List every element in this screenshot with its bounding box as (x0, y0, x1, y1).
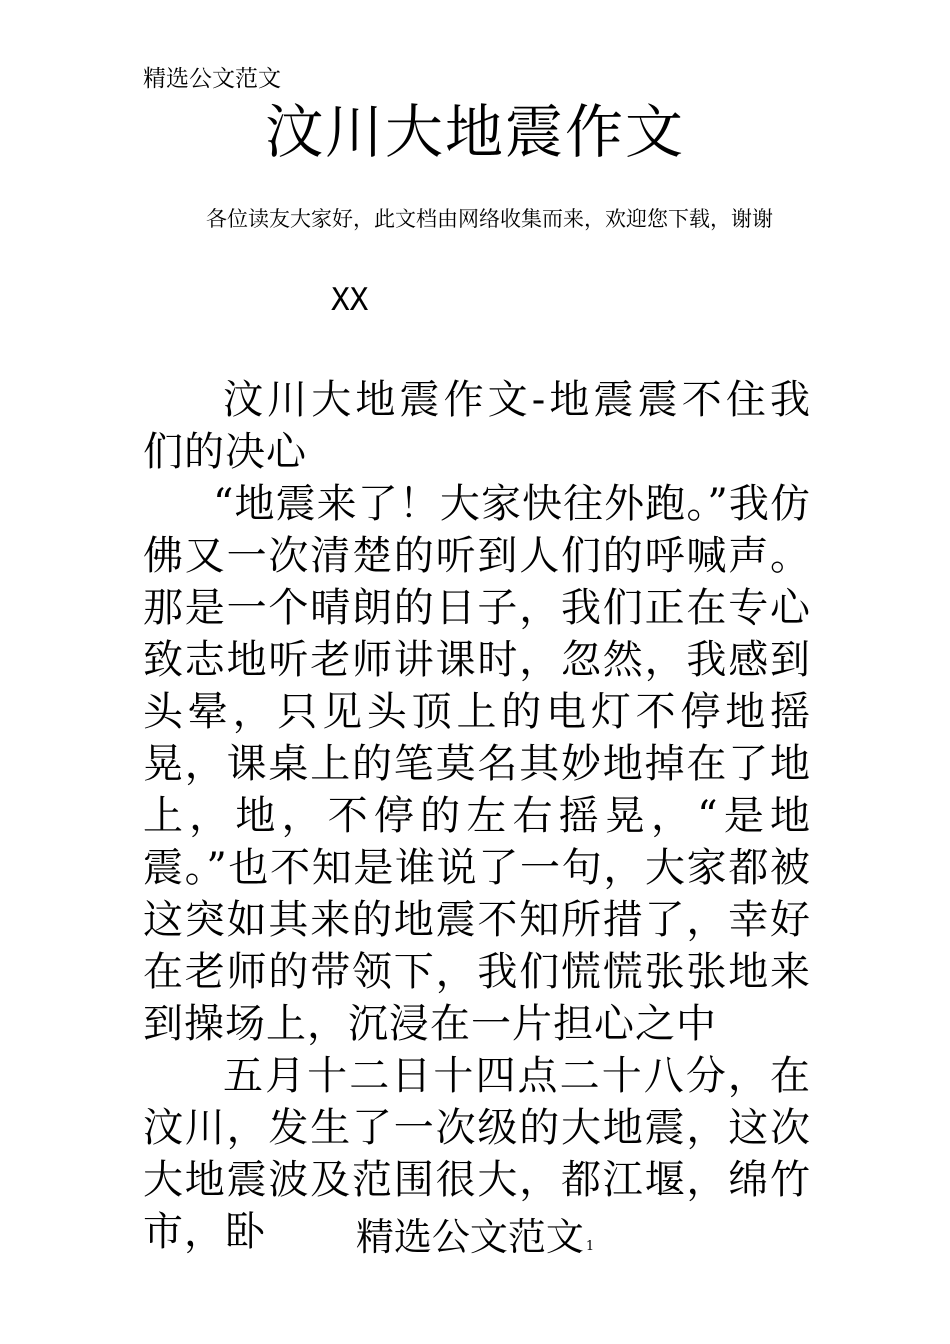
page-number: 1 (585, 1239, 595, 1254)
greeting-line: 各位读友大家好，此文档由网络收集而来，欢迎您下载，谢谢 (206, 207, 773, 231)
page-footer (0, 1212, 950, 1262)
essay-paragraph: “地震来了！大家快往外跑。”我仿佛又一次清楚的听到人们的呼喊声。那是一个晴朗的日子，我们正在专心致志地听老师讲课时，忽然，我感到头晕，只见头顶上的电灯不停地摇晃，课桌上的笔莫名其妙地掉在了地上，地，不停的左右摇晃，“是地震。”也不知是谁说了一句，大家都被这突如其来的地震不知所措了，幸好在老师的带领下，我们慌慌张张地来到操场上，沉浸在一片担心之中 (143, 481, 811, 1047)
document-title: 汶川大地震作文 (264, 98, 685, 166)
essay-paragraph: 五月十二日十四点二十八分，在汶川，发生了一次级的大地震，这次大地震波及范围很大，都江堰，绵竹市，卧 (143, 1053, 811, 1255)
greeting-tail: XX (331, 282, 369, 318)
essay-heading-paragraph: 汶川大地震作文-地震震不住我们的决心 (143, 377, 811, 475)
header-mark: 精选公文范文 (143, 66, 281, 92)
footer-label: 精选公文范文 (355, 1215, 584, 1259)
essay-body (143, 374, 811, 1258)
